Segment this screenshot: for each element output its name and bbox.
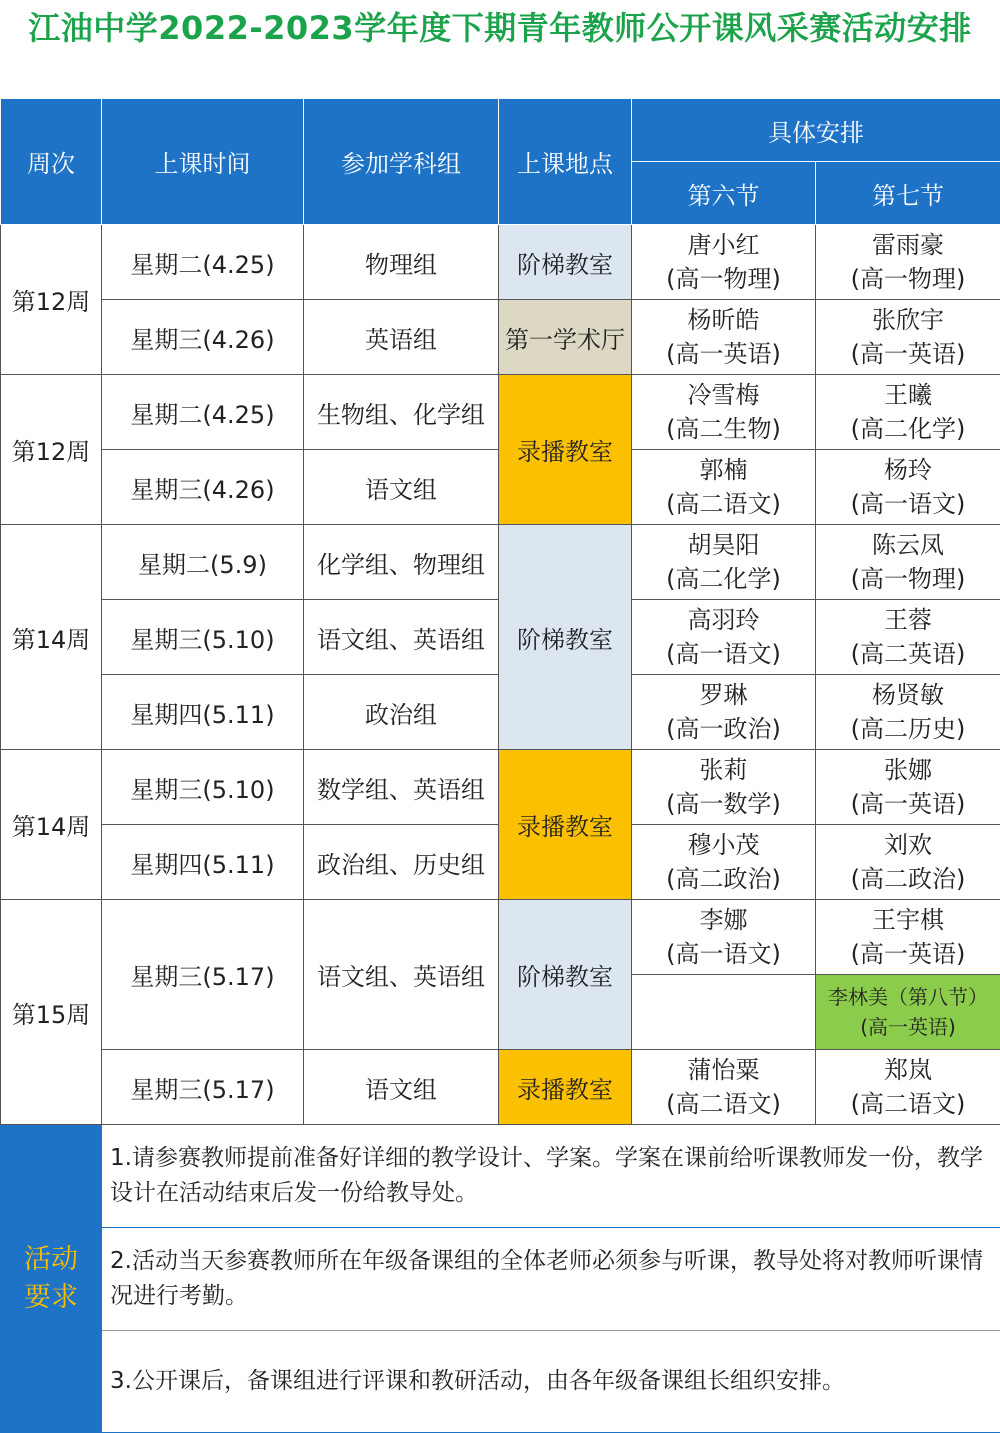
location-cell: 阶梯教室 (499, 900, 632, 1050)
page-title: 江油中学2022-2023学年度下期青年教师公开课风采赛活动安排 (0, 0, 1000, 98)
location-cell: 录播教室 (499, 750, 632, 900)
teacher-cell (816, 300, 1000, 375)
teacher-cell (632, 450, 816, 525)
teacher-subject: (高二生物) (632, 412, 815, 446)
teacher-subject: (高一英语) (816, 787, 1000, 821)
week-cell: 第12周 (1, 375, 102, 525)
teacher-subject: (高一物理) (816, 562, 1000, 596)
teacher-name: 王曦 (816, 378, 1000, 412)
teacher-cell (816, 675, 1000, 750)
group-cell: 物理组 (304, 225, 499, 300)
location-cell: 第一学术厅 (499, 300, 632, 375)
teacher-name: 张莉 (632, 753, 815, 787)
location-cell: 阶梯教室 (499, 525, 632, 750)
requirement-item-3: 3.公开课后，备课组进行评课和教研活动，由各年级备课组长组织安排。 (102, 1331, 1000, 1433)
teacher-name: 杨玲 (816, 453, 1000, 487)
group-cell: 政治组、历史组 (304, 825, 499, 900)
time-cell: 星期三(5.17) (102, 900, 304, 1050)
time-cell: 星期二(5.9) (102, 525, 304, 600)
group-cell: 语文组、英语组 (304, 600, 499, 675)
teacher-cell (816, 825, 1000, 900)
teacher-subject: (高一语文) (816, 487, 1000, 521)
header-arrangement: 具体安排 (632, 99, 1000, 162)
location-cell: 录播教室 (499, 375, 632, 525)
teacher-name: 冷雪梅 (632, 378, 815, 412)
teacher-name: 杨昕皓 (632, 303, 815, 337)
teacher-name: 陈云凤 (816, 528, 1000, 562)
teacher-subject: (高一英语) (816, 937, 1000, 971)
week-cell: 第14周 (1, 750, 102, 900)
header-week: 周次 (1, 99, 102, 225)
week-cell: 第15周 (1, 900, 102, 1125)
teacher-subject: (高二政治) (816, 862, 1000, 896)
teacher-subject: (高一物理) (632, 262, 815, 296)
time-cell: 星期三(5.10) (102, 600, 304, 675)
teacher-name: 王蓉 (816, 603, 1000, 637)
table-row (1, 750, 1000, 825)
teacher-name: 郭楠 (632, 453, 815, 487)
teacher-name: 胡昊阳 (632, 528, 815, 562)
schedule-table (0, 98, 1000, 1433)
teacher-name: 张娜 (816, 753, 1000, 787)
teacher-cell (816, 225, 1000, 300)
teacher-cell (632, 375, 816, 450)
time-cell: 星期三(5.10) (102, 750, 304, 825)
teacher-subject: (高一英语) (816, 1012, 1000, 1042)
time-cell: 星期四(5.11) (102, 675, 304, 750)
week-cell: 第12周 (1, 225, 102, 375)
requirements-label (1, 1125, 102, 1433)
teacher-name: 李娜 (632, 903, 815, 937)
header-location: 上课地点 (499, 99, 632, 225)
requirement-item-2: 2.活动当天参赛教师所在年级备课组的全体老师必须参与听课，教导处将对教师听课情况进行考勤。 (102, 1228, 1000, 1331)
teacher-cell (816, 600, 1000, 675)
table-row (1, 1050, 1000, 1125)
group-cell: 语文组 (304, 1050, 499, 1125)
teacher-subject: (高二语文) (816, 1087, 1000, 1121)
teacher-subject: (高二语文) (632, 487, 815, 521)
teacher-name: 穆小茂 (632, 828, 815, 862)
teacher-cell (632, 825, 816, 900)
teacher-cell (816, 525, 1000, 600)
group-cell: 数学组、英语组 (304, 750, 499, 825)
empty-cell (632, 975, 816, 1050)
table-row (1, 225, 1000, 300)
teacher-cell (632, 1050, 816, 1125)
table-row (1, 300, 1000, 375)
header-group: 参加学科组 (304, 99, 499, 225)
time-cell: 星期三(4.26) (102, 450, 304, 525)
table-row (1, 375, 1000, 450)
time-cell: 星期四(5.11) (102, 825, 304, 900)
teacher-subject: (高一语文) (632, 637, 815, 671)
teacher-subject: (高二化学) (816, 412, 1000, 446)
teacher-name: 唐小红 (632, 228, 815, 262)
requirement-item-1: 1.请参赛教师提前准备好详细的教学设计、学案。学案在课前给听课教师发一份，教学设计在活动结束后发一份给教导处。 (102, 1125, 1000, 1228)
teacher-subject: (高一语文) (632, 937, 815, 971)
teacher-name: 高羽玲 (632, 603, 815, 637)
teacher-name: 杨贤敏 (816, 678, 1000, 712)
table-row (1, 900, 1000, 975)
teacher-name: 蒲怡粟 (632, 1053, 815, 1087)
time-cell: 星期二(4.25) (102, 225, 304, 300)
time-cell: 星期三(4.26) (102, 300, 304, 375)
teacher-subject: (高一数学) (632, 787, 815, 821)
teacher-name: 雷雨豪 (816, 228, 1000, 262)
group-cell: 生物组、化学组 (304, 375, 499, 450)
teacher-name: 李林美（第八节） (816, 982, 1000, 1012)
group-cell: 语文组、英语组 (304, 900, 499, 1050)
teacher-subject: (高二英语) (816, 637, 1000, 671)
week-cell: 第14周 (1, 525, 102, 750)
teacher-cell (632, 525, 816, 600)
teacher-cell (632, 600, 816, 675)
teacher-name: 张欣宇 (816, 303, 1000, 337)
teacher-subject: (高二历史) (816, 712, 1000, 746)
teacher-cell (632, 675, 816, 750)
table-row (1, 525, 1000, 600)
teacher-name: 王宇棋 (816, 903, 1000, 937)
teacher-subject: (高二语文) (632, 1087, 815, 1121)
teacher-cell (816, 1050, 1000, 1125)
teacher-subject: (高一英语) (632, 337, 815, 371)
teacher-subject: (高一英语) (816, 337, 1000, 371)
teacher-name: 罗琳 (632, 678, 815, 712)
requirements-label-line1: 活动 (1, 1241, 101, 1279)
teacher-subject: (高一物理) (816, 262, 1000, 296)
teacher-cell (632, 300, 816, 375)
time-cell: 星期三(5.17) (102, 1050, 304, 1125)
teacher-cell (632, 750, 816, 825)
teacher-subject: (高二政治) (632, 862, 815, 896)
teacher-cell (816, 375, 1000, 450)
requirements-label-line2: 要求 (1, 1279, 101, 1317)
location-cell: 录播教室 (499, 1050, 632, 1125)
group-cell: 政治组 (304, 675, 499, 750)
header-period6: 第六节 (632, 162, 816, 225)
header-period7: 第七节 (816, 162, 1000, 225)
teacher-name: 刘欢 (816, 828, 1000, 862)
group-cell: 化学组、物理组 (304, 525, 499, 600)
teacher-cell-highlight (816, 975, 1000, 1050)
teacher-name: 郑岚 (816, 1053, 1000, 1087)
location-cell: 阶梯教室 (499, 225, 632, 300)
group-cell: 英语组 (304, 300, 499, 375)
teacher-cell (632, 225, 816, 300)
teacher-cell (816, 450, 1000, 525)
teacher-cell (816, 750, 1000, 825)
teacher-cell (632, 900, 816, 975)
teacher-cell (816, 900, 1000, 975)
time-cell: 星期二(4.25) (102, 375, 304, 450)
teacher-subject: (高一政治) (632, 712, 815, 746)
teacher-subject: (高二化学) (632, 562, 815, 596)
header-time: 上课时间 (102, 99, 304, 225)
group-cell: 语文组 (304, 450, 499, 525)
